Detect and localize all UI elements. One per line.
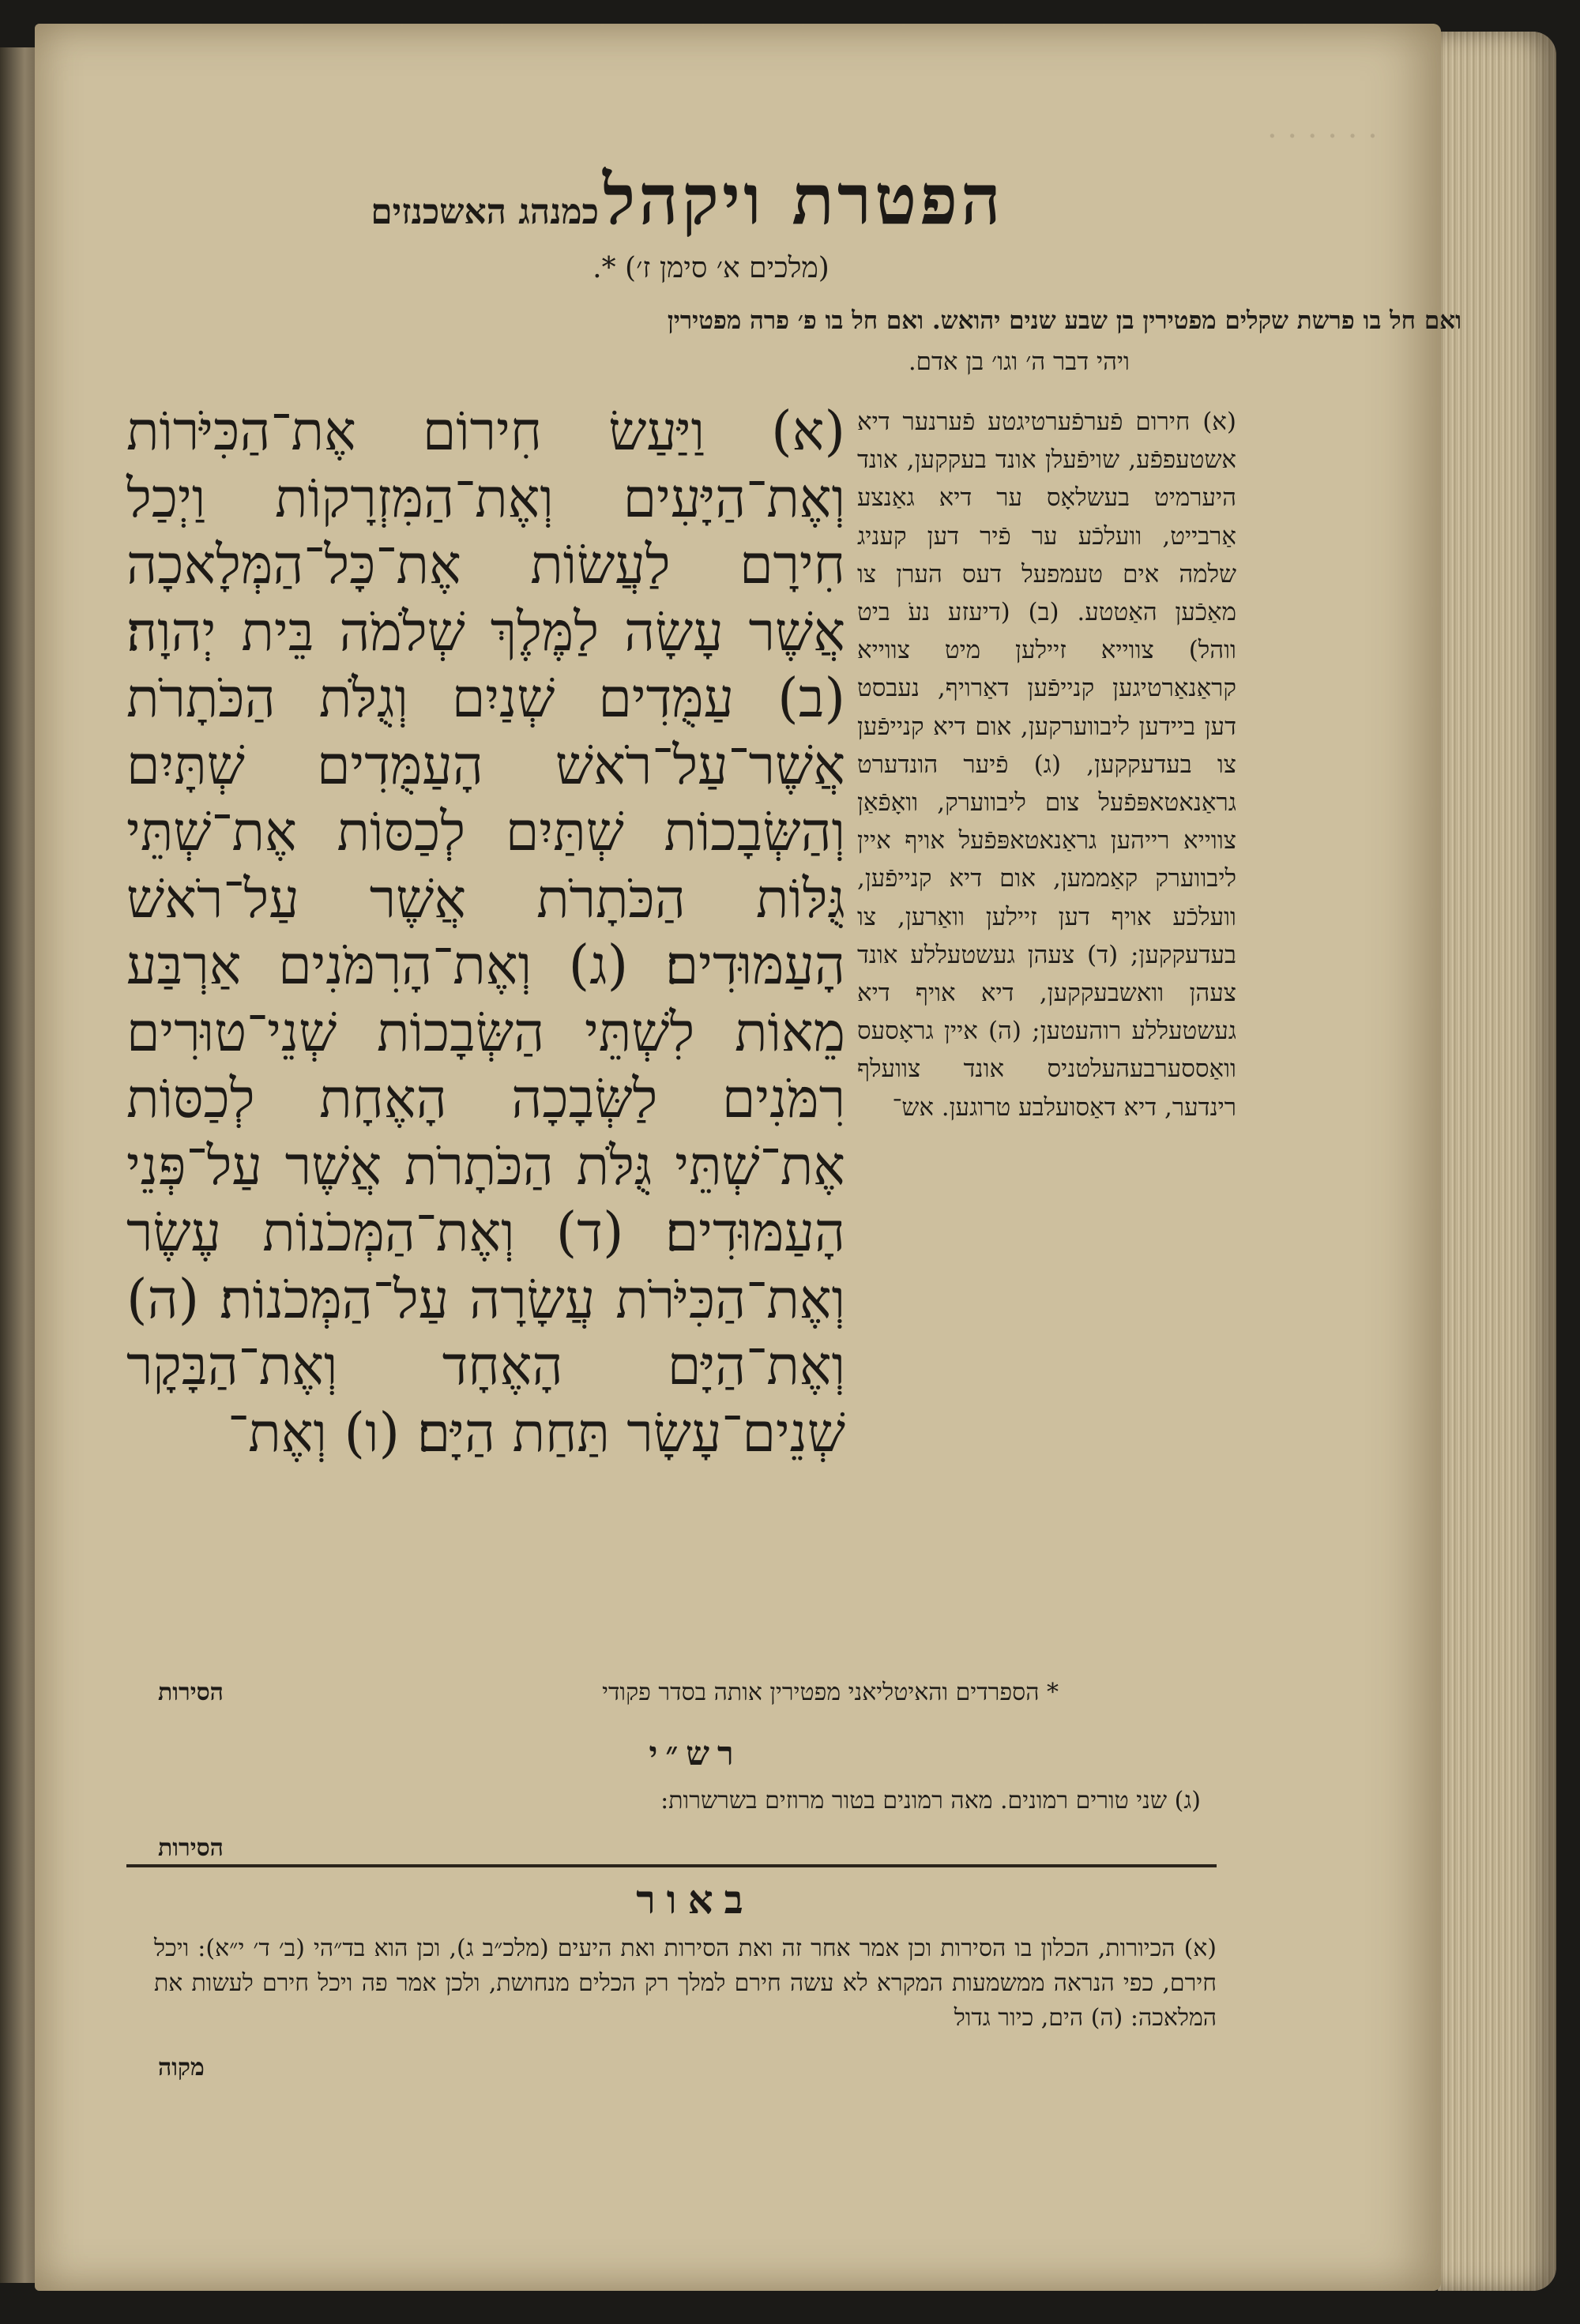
divider-rule — [126, 1864, 1217, 1867]
rashi-commentary: (ג) שני טורים רמונים. מאה רמונים בטור מרוזים בשרשרות: — [660, 1787, 1201, 1814]
title-main: הפטרת ויקהל — [603, 158, 1004, 240]
hebrew-bible-text: (א) וַיַּעַשׂ חִירוֹם אֶת־הַכִּיֹּרוֹת וְאֶת־הַיָּעִים וְאֶת־הַמִּזְרָקוֹת וַיְכַל חִירָם לַעֲשׂוֹת אֶת־כָּל־הַמְּלָאכָה אֲשֶׁר עָשָׂה לַמֶּלֶךְ שְׁלֹמֹה בֵּית יְהוָה׃ (ב) עַמֻּדִים שְׁנַיִם וְגֻלֹּת הַכֹּתָרֹת אֲשֶׁר־עַל־רֹאשׁ הָעַמֻּדִים שְׁתָּיִם וְהַשְּׂבָכוֹת שְׁתַּיִם לְכַסּוֹת אֶת־שְׁתֵּי גֻּלּוֹת הַכֹּתָרֹת אֲשֶׁר עַל־רֹאשׁ הָעַמּוּדִים׃ (ג) וְאֶת־הָרִמֹּנִים אַרְבַּע מֵאוֹת לִשְׁתֵּי הַשְּׂבָכוֹת שְׁנֵי־טוּרִים רִמֹּנִים לַשְּׂבָכָה הָאֶחָת לְכַסּוֹת אֶת־שְׁתֵּי גֻּלֹּת הַכֹּתָרֹת אֲשֶׁר עַל־פְּנֵי הָעַמּוּדִים׃ (ד) וְאֶת־הַמְּכֹנוֹת עֶשֶׂר וְאֶת־הַכִּיֹּרֹת עֲשָׂרָה עַל־הַמְּכֹנוֹת׃ (ה) וְאֶת־הַיָּם הָאֶחָד וְאֶת־הַבָּקָר שְׁנֵים־עָשָׂר תַּחַת הַיָּם׃ (ו) וְאֶת־ — [126, 400, 845, 1465]
catchword: הסירות — [158, 1679, 224, 1706]
instruction-note-line2: ויהי דבר ה׳ וגו׳ בן אדם. — [908, 348, 1130, 376]
title-small: כמנהג האשכנזים — [371, 192, 600, 232]
subtitle-reference: (מלכים א׳ סימן ז׳) *. — [592, 252, 830, 284]
biur-commentary: (א) הכיורות, הכלון בו הסירות וכן אמר אחר זה ואת הסירות ואת היעים (מלכ״ב ג), וכן הוא בד״הי (ב׳ ד׳ י״א): ויכל חירם, כפי הנראה ממשמעות המקרא לא עשה חירם למלך רק הכלים מנחושת, ולכן אמר פה ויכל חירם לעשות את המלאכה: (ה) הים, כיור גדול — [154, 1935, 1217, 2032]
instruction-note-line1: ואם חל בו פרשת שקלים מפטירין בן שבע שנים יהואש. ואם חל בו פ׳ פרה מפטירין — [667, 306, 1462, 335]
yiddish-translation-column: (א) חירום פֿערפֿערטיגטע פֿערנער דיא אשטעפפֿע, שויפֿעלן אונד בעקקען, אונד היערמיט בעשלאָס ער דיא גאַנצע אַרבייט, וועלכֿע ער פֿיר דען קעניג שלמה אים טעמפעל דעס הערן צו מאַכֿען האַטטע. (ב) (דיעזע נעֹ ביט ווהל) צווייא זיילען מיט צווייא קראַנאַרטיגען קנייפֿען דאַרויף, נעבסט דען ביידען ליבווערקען, אום דיא קנייפֿען צו בעדעקקען, (ג) פֿיער הונדערט גראַנאטאפּפֿעל צום ליבווערק, וואָפֿאַן צווייא רייהען גראַנאטאפּפֿעל אויף איין ליבווערק קאַממען, אום דיא קנייפֿען, וועלכֿע אויף דען זיילען וואַרען, צו בעדעקקען; (ד) צעהן געשטעללע אונד צעהן וואשבעקקען, דיא אויף דיא געשטעללע רוהעטען; (ה) איין גראָסעס וואַססערבעהעלטניס אונד צוועלף רינדער, דיא דאַסועלבע טרוגען. אש־ — [857, 408, 1236, 1122]
rashi-heading: רש״י — [649, 1734, 742, 1773]
footnote: * הספרדים והאיטליאני מפטירין אותה בסדר פקודי — [602, 1679, 1059, 1706]
catchword: הסירות — [158, 1834, 224, 1862]
catchword: מקוה — [158, 2054, 205, 2081]
bleed-through-text: · · · · · · — [1267, 118, 1378, 155]
biur-heading: באור — [636, 1876, 754, 1923]
page-title — [158, 158, 1217, 241]
